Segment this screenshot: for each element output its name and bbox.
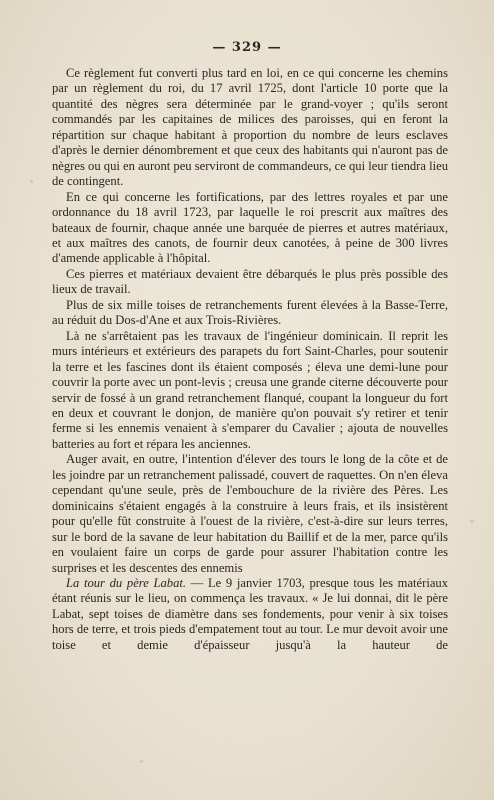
section-heading: La tour du père Labat. bbox=[66, 575, 187, 590]
paper-stain bbox=[470, 520, 474, 523]
paragraph: En ce qui concerne les fortifications, par des lettres royales et par une ordonnance du 18 avril 1723, par laquelle le roi prescrit aux maîtres des bateaux de fournir, chaque année une barquée de pierres et autres matériaux, et aux maîtres des canots, de fournir deux canotées, à peine de 300 livres d'amende applicable à l'hôpital. bbox=[52, 189, 448, 266]
page-number: — 329 — bbox=[212, 40, 282, 55]
paragraph-tour-labat bbox=[52, 576, 448, 653]
paragraph: Auger avait, en outre, l'intention d'élever des tours le long de la côte et de les joindre par un retranchement palissadé, couvert de raquettes. On n'en éleva cependant qu'une seule, près de l'embouchure de la rivière des Pères. Les dominicains s'étaient engagés à la construire à leurs frais, et ils insistèrent pour qu'elle fût construite à l'ouest de la rivière, c'est-à-dire sur leurs terres, sur le bord de la savane de leur habitation du Baillif et de la mer, parce qu'ils en voulaient faire un corps de garde pour assurer l'habitation contre les surprises et les descentes des ennemis bbox=[52, 452, 448, 575]
paragraph: Plus de six mille toises de retranchements furent élevées à la Basse-Terre, au réduit du Dos-d'Ane et aux Trois-Rivières. bbox=[52, 297, 448, 328]
paragraph: Ces pierres et matériaux devaient être débarqués le plus près possible des lieux de travail. bbox=[52, 266, 448, 297]
paper-stain bbox=[140, 760, 143, 763]
paragraph: Ce règlement fut converti plus tard en loi, en ce qui concerne les chemins par un règlement du roi, du 17 avril 1725, dont l'article 10 porte que la quantité des nègres sera déterminée par le grand-voyer ; qu'ils seront commandés par les capitaines de milices des paroisses, qui en feront la répartition sur chaque habitant à proportion du nombre de leurs esclaves d'après le dernier dénombrement et que ceux des habitants qui n'auront pas de nègres ou qui en auront peu serviront de commandeurs, ce qui leur tiendra lieu de contingent. bbox=[52, 66, 448, 189]
paper-stain bbox=[30, 180, 33, 183]
paragraph-text: — Le 9 janvier 1703, presque tous les matériaux étant réunis sur le lieu, on commença les travaux. « Je lui donnai, dit le père Labat, sept toises de diamètre dans ses fondements, pour venir à six toises hors de terre, et trois pieds d'empatement tout au tour. Le mur devoit avoir une toise et demie d'épaisseur jusqu'à la hauteur de bbox=[52, 575, 448, 652]
body-text bbox=[52, 66, 448, 653]
paragraph: Là ne s'arrêtaient pas les travaux de l'ingénieur dominicain. Il reprit les murs intérieurs et extérieurs des parapets du fort Saint-Charles, pour soutenir la terre et les fascines dont ils étaient composés ; éleva une demi-lune pour couvrir la porte avec un pont-levis ; creusa une grande citerne découverte pour servir de fossé à un grand retranchement flanqué, coupant la longueur du fort en deux et couvrant le donjon, de manière qu'on pouvait s'y retirer et tenir ferme si les ennemis venaient à s'emparer du Cavalier ; ajouta de nouvelles batteries au fort et répara les anciennes. bbox=[52, 328, 448, 451]
